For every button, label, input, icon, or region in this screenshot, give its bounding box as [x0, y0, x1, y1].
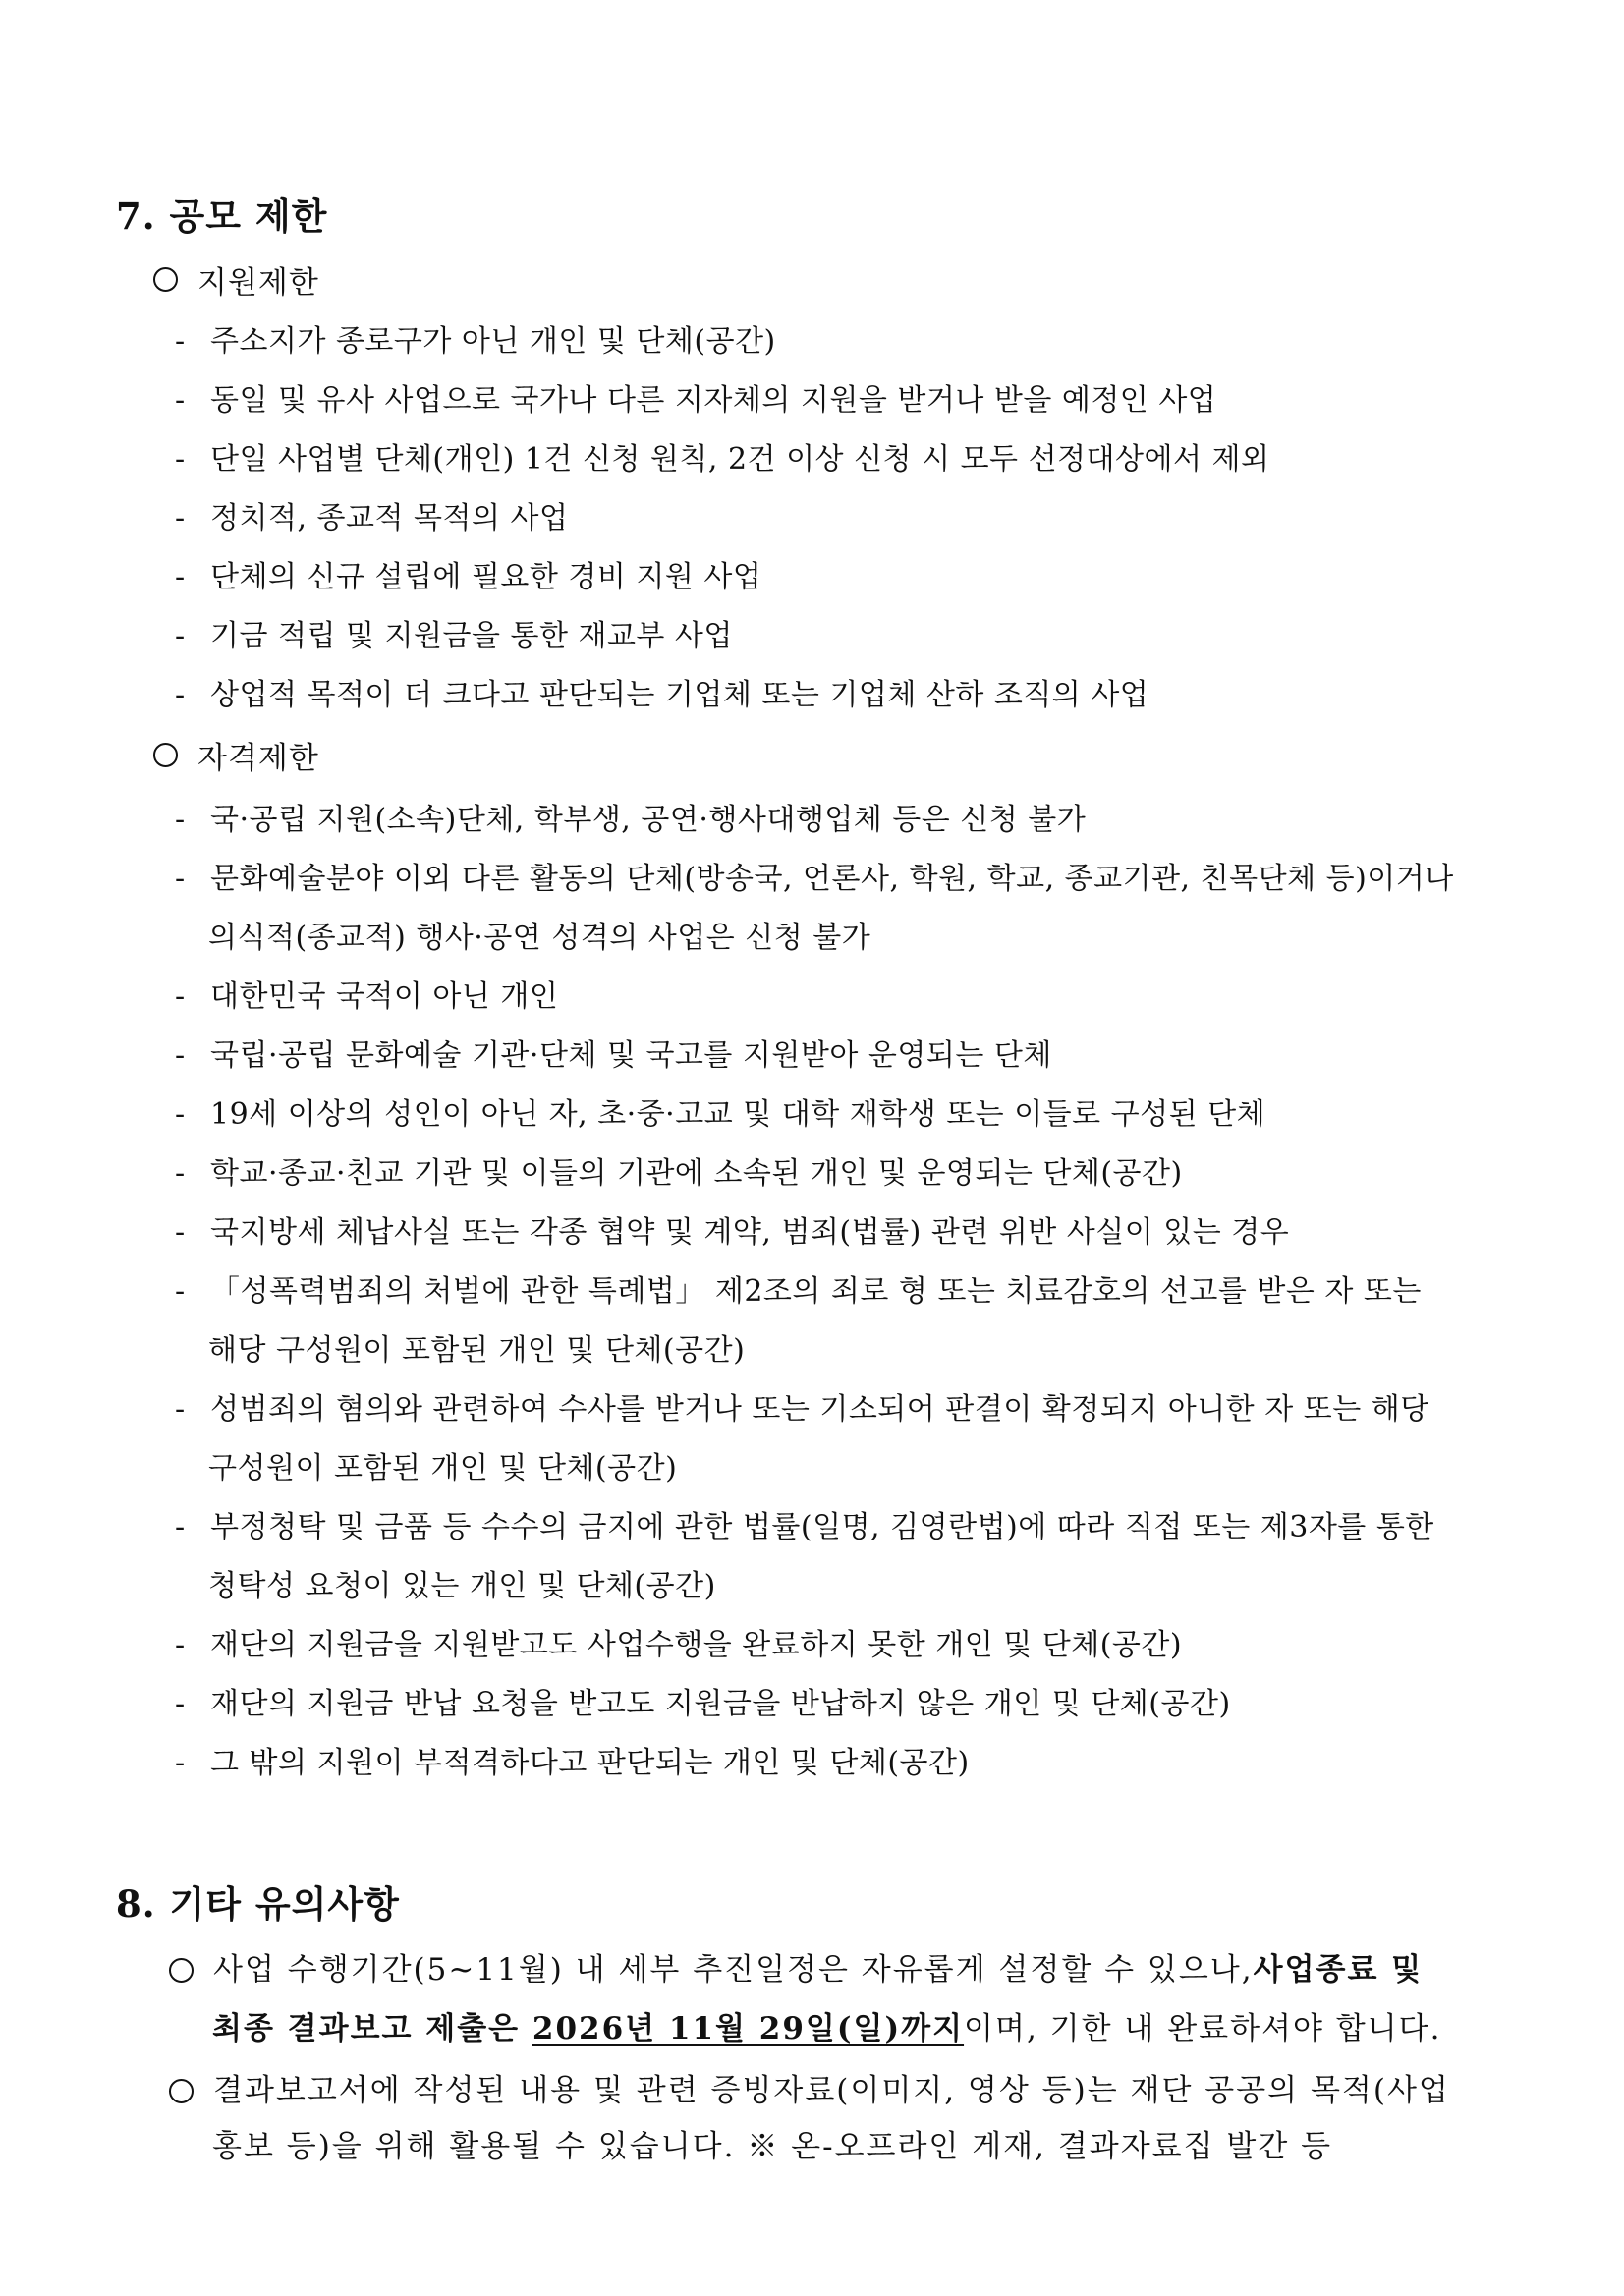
list-item: - 문화예술분야 이외 다른 활동의 단체(방송국, 언론사, 학원, 학교, 종교기관, 친목단체 등)이거나 [175, 862, 1454, 896]
note-2-line-1: 결과보고서에 작성된 내용 및 관련 증빙자료(이미지, 영상 등)는 재단 공공의 목적(사업 [213, 2073, 1450, 2108]
list-item: - 학교·종교·친교 기관 및 이들의 기관에 소속된 개인 및 운영되는 단체(공간) [175, 1156, 1183, 1191]
list-item: - 단체의 신규 설립에 필요한 경비 지원 사업 [175, 560, 762, 594]
circle-bullet-icon [169, 2079, 194, 2103]
list-item: - 대한민국 국적이 아닌 개인 [175, 980, 559, 1014]
list-item-continuation: 청탁성 요청이 있는 개인 및 단체(공간) [208, 1569, 716, 1603]
qualification-restriction-label: 자격제한 [197, 741, 319, 776]
list-item: - 정치적, 종교적 목적의 사업 [175, 501, 569, 535]
note-1 [169, 1940, 1423, 1999]
list-item-continuation: 의식적(종교적) 행사·공연 성격의 사업은 신청 불가 [208, 921, 871, 955]
list-item: - 국·공립 지원(소속)단체, 학부생, 공연·행사대행업체 등은 신청 불가 [175, 803, 1087, 837]
note-1-lead: 사업 수행기간(5~11월) 내 세부 추진일정은 자유롭게 설정할 수 있으나, [213, 1952, 1254, 1988]
list-item: - 그 밖의 지원이 부적격하다고 판단되는 개인 및 단체(공간) [175, 1746, 970, 1780]
note-1-continuation [212, 1999, 1441, 2058]
list-item: - 부정청탁 및 금품 등 수수의 금지에 관한 법률(일명, 김영란법)에 따라 직접 또는 제3자를 통한 [175, 1510, 1434, 1544]
list-item: - 상업적 목적이 더 크다고 판단되는 기업체 또는 기업체 산하 조직의 사업 [175, 678, 1149, 712]
circle-bullet-icon [153, 743, 178, 767]
support-restriction-label: 지원제한 [197, 265, 319, 301]
circle-bullet-icon [153, 267, 178, 292]
list-item: - 재단의 지원금을 지원받고도 사업수행을 완료하지 못한 개인 및 단체(공간) [175, 1628, 1183, 1662]
note-1-bold-1: 사업종료 및 [1253, 1952, 1424, 1988]
list-item: - 기금 적립 및 지원금을 통한 재교부 사업 [175, 619, 733, 653]
section-7-title: 7. 공모 제한 [116, 195, 328, 238]
list-item: - 국립·공립 문화예술 기관·단체 및 국고를 지원받아 운영되는 단체 [175, 1038, 1052, 1073]
note-1-bold-2: 최종 결과보고 제출은 [212, 2011, 532, 2046]
list-item-continuation: 구성원이 포함된 개인 및 단체(공간) [208, 1451, 678, 1485]
list-item: - 재단의 지원금 반납 요청을 받고도 지원금을 반납하지 않은 개인 및 단체(공간) [175, 1687, 1231, 1721]
deadline-date: 2026년 11월 29일(일)까지 [532, 2011, 965, 2046]
list-item: - 국지방세 체납사실 또는 각종 협약 및 계약, 범죄(법률) 관련 위반 사실이 있는 경우 [175, 1215, 1290, 1250]
note-2 [169, 2061, 1450, 2120]
qualification-restriction-header [153, 733, 319, 777]
list-item: - 19세 이상의 성인이 아닌 자, 초·중·고교 및 대학 재학생 또는 이들로 구성된 단체 [175, 1097, 1266, 1132]
support-restriction-header [153, 257, 319, 302]
section-8-title: 8. 기타 유의사항 [116, 1882, 400, 1926]
list-item: - 성범죄의 혐의와 관련하여 수사를 받거나 또는 기소되어 판결이 확정되지 아니한 자 또는 해당 [175, 1392, 1429, 1427]
circle-bullet-icon [169, 1958, 194, 1983]
list-item: - 「성폭력범죄의 처벌에 관한 특례법」 제2조의 죄로 형 또는 치료감호의 선고를 받은 자 또는 [175, 1274, 1422, 1309]
list-item: - 동일 및 유사 사업으로 국가나 다른 지자체의 지원을 받거나 받을 예정인 사업 [175, 383, 1217, 418]
list-item: - 주소지가 종로구가 아닌 개인 및 단체(공간) [175, 324, 776, 359]
note-1-tail: 이며, 기한 내 완료하셔야 합니다. [964, 2011, 1442, 2046]
list-item: - 단일 사업별 단체(개인) 1건 신청 원칙, 2건 이상 신청 시 모두 선정대상에서 제외 [175, 442, 1270, 476]
list-item-continuation: 해당 구성원이 포함된 개인 및 단체(공간) [208, 1333, 746, 1368]
note-2-continuation: 홍보 등)을 위해 활용될 수 있습니다. ※ 온-오프라인 게재, 결과자료집 발간 등 [212, 2129, 1333, 2164]
